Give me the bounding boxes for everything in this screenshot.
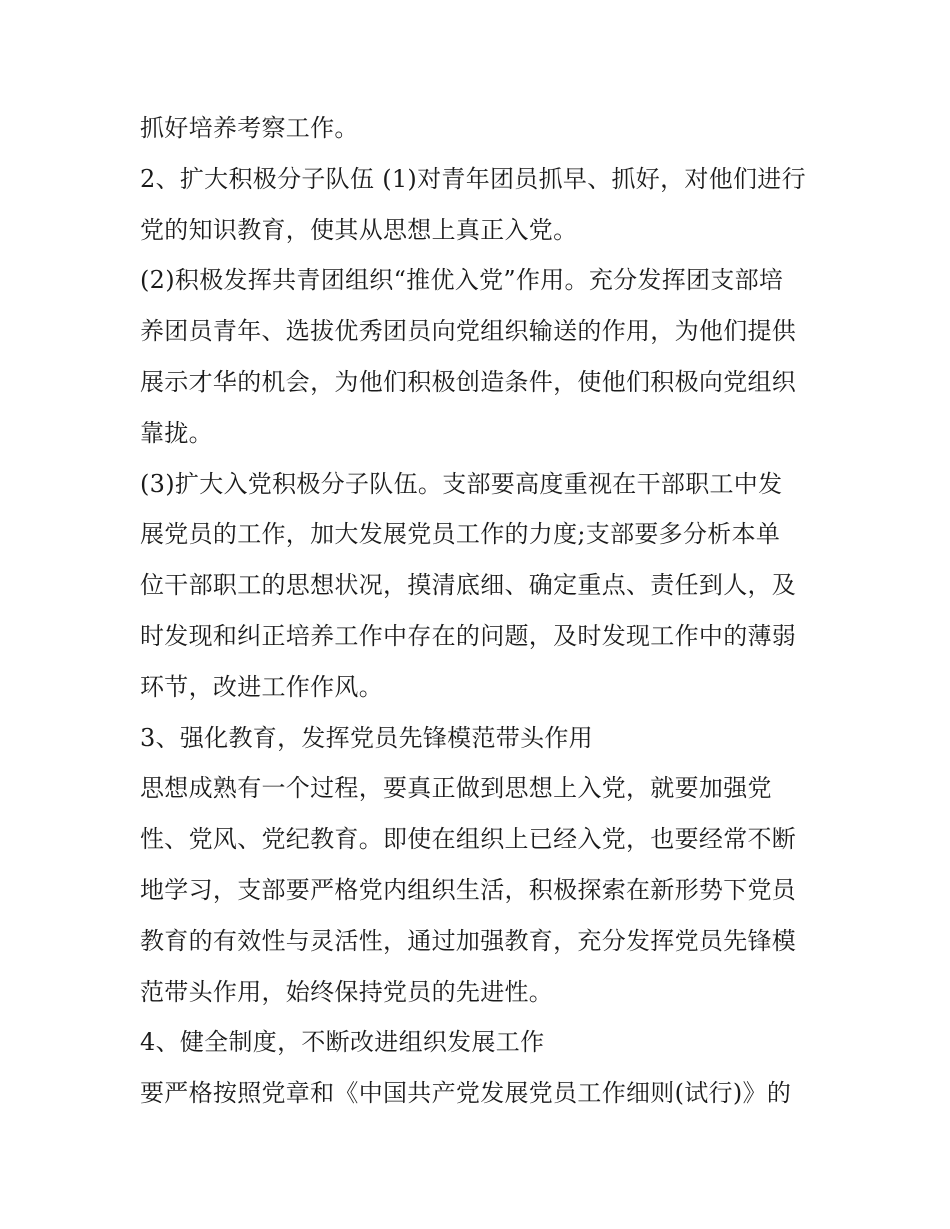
text-line: 要严格按照党章和《中国共产党发展党员工作细则(试行)》的	[140, 1079, 792, 1108]
text-line: 教育的有效性与灵活性，通过加强教育，充分发挥党员先锋模	[140, 926, 797, 955]
text-line: (2)积极发挥共青团组织“推优入党”作用。充分发挥团支部培	[140, 266, 784, 295]
text-line: 展示才华的机会，为他们积极创造条件，使他们积极向党组织	[140, 367, 797, 396]
text-line: 2、扩大积极分子队伍 (1)对青年团员抓早、抓好，对他们进行	[140, 164, 806, 193]
text-line: 抓好培养考察工作。	[140, 114, 359, 142]
text-line: 养团员青年、选拔优秀团员向党组织输送的作用，为他们提供	[140, 317, 797, 346]
text-line: 展党员的工作，加大发展党员工作的力度;支部要多分析本单	[140, 520, 781, 549]
text-line: (3)扩大入党积极分子队伍。支部要高度重视在干部职工中发	[140, 469, 783, 498]
text-line: 思想成熟有一个过程，要真正做到思想上入党，就要加强党	[140, 774, 772, 803]
section-heading: 4、健全制度，不断改进组织发展工作	[140, 1028, 545, 1057]
text-line: 环节，改进工作作风。	[140, 672, 383, 701]
text-line: 靠拢。	[140, 418, 213, 447]
text-line: 地学习，支部要严格党内组织生活，积极探索在新形势下党员	[140, 875, 797, 904]
text-line: 时发现和纠正培养工作中存在的问题，及时发现工作中的薄弱	[140, 621, 797, 650]
text-line: 党的知识教育，使其从思想上真正入党。	[140, 215, 578, 244]
section-heading: 3、强化教育，发挥党员先锋模范带头作用	[140, 723, 593, 752]
text-line: 范带头作用，始终保持党员的先进性。	[140, 977, 554, 1006]
text-line: 性、党风、党纪教育。即使在组织上已经入党，也要经常不断	[140, 825, 797, 854]
text-line: 位干部职工的思想状况，摸清底细、确定重点、责任到人，及	[140, 571, 797, 600]
document-body	[140, 103, 820, 1119]
